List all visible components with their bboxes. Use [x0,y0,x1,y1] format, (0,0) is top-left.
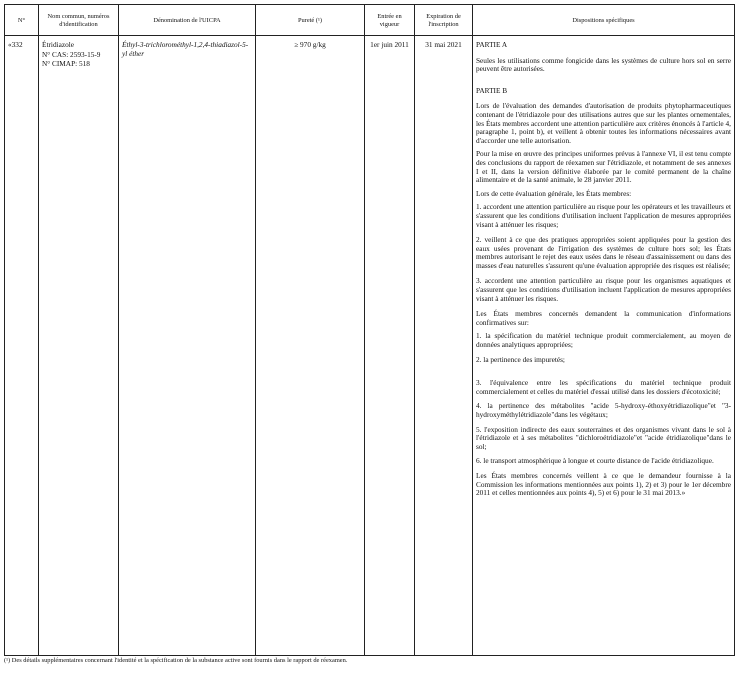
part-a-text: Seules les utilisations comme fongicide dans les systèmes de culture hors sol en serre peuvent être autorisées. [476,55,731,74]
substance-table [4,4,735,656]
cell-number: «332 [5,36,39,656]
member-state-measures-list [476,203,731,303]
cell-purity: ≥ 970 g/kg [256,36,365,656]
cell-specific-provisions [473,36,735,656]
cas-number: N° CAS: 2593-15-9 [42,49,101,59]
list-item: 1. la spécification du matériel technique produit commercialement, au moyen de données analytiques appropriées; [476,331,731,350]
cell-iupac-name: Éthyl-3-trichlorométhyl-1,2,4-thiadiazol-5-yl éther [119,36,256,656]
footnote: (¹) Des détails supplémentaires concernant l'identité et la spécification de la substance active sont fournis dans le rapport de réexamen. [4,657,348,664]
cell-expiration: 31 mai 2021 [415,36,473,656]
paragraph-deadlines: Les États membres concernés veillent à ce que le demandeur fournisse à la Commission les informations mentionnées aux points 1), 2) et 3) pour le 1er décembre 2011 et celles mentionnées aux points 4), 5) et 6) pour le 31 mai 2013.» [476,470,731,498]
list-item: 1. accordent une attention particulière au risque pour les opérateurs et les travailleurs et s'assurent que les conditions d'utilisation incluent l'application de mesures appropriées visant à atténuer les risques; [476,202,731,229]
paragraph-evaluation: Lors de l'évaluation des demandes d'autorisation de produits phytopharmaceutiques contenant de l'étridiazole pour des utilisations autres que sur les plantes ornementales, les États membres accordent une attention particulière aux critères énoncés à l'article 4, paragraphe 1, point b), et veillent à obtenir toutes les informations nécessaires avant d'accorder une telle autorisation. [476,101,731,145]
header-specific-provisions: Dispositions spécifiques [473,5,735,36]
cimap-number: N° CIMAP: 518 [42,59,90,69]
paragraph-member-states: Lors de cette évaluation générale, les États membres: [476,188,632,198]
common-name: Étridiazole [42,40,75,49]
header-expiration: Expiration de l'inscription [415,5,473,36]
cell-entry-into-force: 1er juin 2011 [365,36,415,656]
list-item: 6. le transport atmosphérique à longue et courte distance de l'acide étridiazolique. [476,456,714,466]
table-row [5,36,735,656]
header-number: N° [5,5,39,36]
list-item: 5. l'exposition indirecte des eaux souterraines et des organismes vivant dans le sol à l'étridiazole et à ses métabolites "dichloroétridiazole"et "acide étridiazolique"dans le sol; [476,424,731,451]
header-common-name: Nom commun, numéros d'identification [39,5,119,36]
part-a-title: PARTIE A [476,40,508,49]
paragraph-uniform-principles: Pour la mise en œuvre des principes uniformes prévus à l'annexe VI, il est tenu compte des conclusions du rapport de réexamen sur l'étridiazole, et notamment de ses annexes I et II, dans la version définitive élaborée par le comité permanent de la chaîne alimentaire et de la santé animale, le 28 janvier 2011. [476,149,731,185]
list-item: 2. la pertinence des impuretés; [476,354,565,364]
confirmatory-info-list [476,332,731,466]
header-iupac-name: Dénomination de l'UICPA [119,5,256,36]
table-header-row [5,5,735,36]
part-b-title: PARTIE B [476,85,508,95]
cell-common-name [39,36,119,656]
header-purity: Pureté (¹) [256,5,365,36]
list-item: 2. veillent à ce que des pratiques appropriées soient appliquées pour la gestion des eaux usées provenant de l'irrigation des systèmes de culture hors sol; les États membres autorisant le rejet des eaux usées dans le réseau d'assainissement ou dans des masses d'eau naturelles s'assurent qu'une évaluation appropriée des risques est réalisée; [476,235,731,270]
list-item: 4. la pertinence des métabolites "acide 5-hydroxy-éthoxyétridiazolique"et "3-hydroxyméthylétridiazole"dans les végétaux; [476,401,731,419]
list-item: 3. accordent une attention particulière au risque pour les organismes aquatiques et s'assurent que les conditions d'utilisation incluent l'application de mesures appropriées visant à atténuer les risques. [476,276,731,303]
list-item: 3. l'équivalence entre les spécifications du matériel technique produit commercialement et celles du matériel d'essai utilisé dans les dossiers d'écotoxicité; [476,378,731,396]
header-entry-into-force: Entrée en vigueur [365,5,415,36]
paragraph-confirmatory-info: Les États membres concernés demandent la communication d'informations confirmatives sur: [476,309,731,327]
